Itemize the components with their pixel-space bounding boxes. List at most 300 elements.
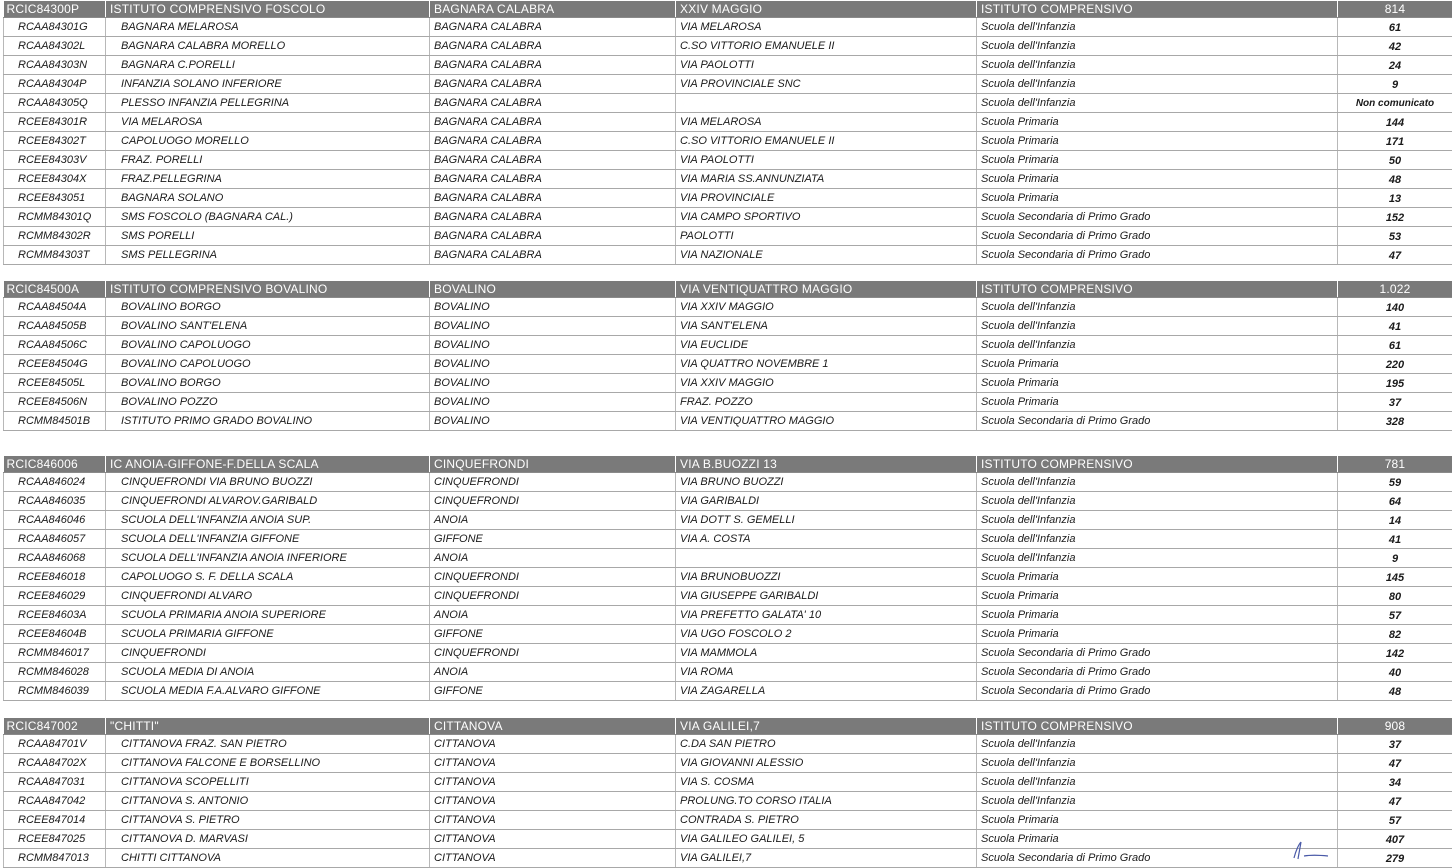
table-row: [4, 606, 1452, 625]
student-count: 145: [1338, 568, 1452, 587]
school-code: RCMM847013: [4, 849, 106, 868]
school-name: FRAZ. PORELLI: [106, 151, 430, 170]
school-comune: BAGNARA CALABRA: [430, 18, 676, 37]
table-row: [4, 393, 1452, 412]
school-comune: BAGNARA CALABRA: [430, 75, 676, 94]
school-comune: BAGNARA CALABRA: [430, 113, 676, 132]
school-code: RCEE846029: [4, 587, 106, 606]
school-name: SCUOLA DELL'INFANZIA ANOIA SUP.: [106, 511, 430, 530]
school-code: RCEE847025: [4, 830, 106, 849]
header-code: RCIC84300P: [4, 1, 106, 18]
school-address: VIA DOTT S. GEMELLI: [676, 511, 977, 530]
school-address: VIA MARIA SS.ANNUNZIATA: [676, 170, 977, 189]
school-type: Scuola dell'Infanzia: [977, 792, 1338, 811]
header-type: ISTITUTO COMPRENSIVO: [977, 281, 1338, 298]
school-comune: BAGNARA CALABRA: [430, 132, 676, 151]
student-count: 40: [1338, 663, 1452, 682]
school-address: VIA GALILEI,7: [676, 849, 977, 868]
school-comune: CINQUEFRONDI: [430, 473, 676, 492]
school-address: C.DA SAN PIETRO: [676, 735, 977, 754]
school-type: Scuola dell'Infanzia: [977, 473, 1338, 492]
table-row: [4, 189, 1452, 208]
school-name: FRAZ.PELLEGRINA: [106, 170, 430, 189]
table-row: [4, 227, 1452, 246]
table-row: [4, 625, 1452, 644]
school-name: CITTANOVA FALCONE E BORSELLINO: [106, 754, 430, 773]
school-comune: BAGNARA CALABRA: [430, 56, 676, 75]
school-name: CITTANOVA S. PIETRO: [106, 811, 430, 830]
school-table: [3, 718, 1452, 868]
school-name: SCUOLA DELL'INFANZIA ANOIA INFERIORE: [106, 549, 430, 568]
school-name: ISTITUTO PRIMO GRADO BOVALINO: [106, 412, 430, 431]
header-code: RCIC846006: [4, 456, 106, 473]
school-comune: BAGNARA CALABRA: [430, 37, 676, 56]
school-name: PLESSO INFANZIA PELLEGRINA: [106, 94, 430, 113]
school-code: RCEE84505L: [4, 374, 106, 393]
school-group-cittanova: [3, 718, 1452, 868]
school-comune: BOVALINO: [430, 393, 676, 412]
student-count: 140: [1338, 298, 1452, 317]
school-address: VIA EUCLIDE: [676, 336, 977, 355]
school-code: RCAA847031: [4, 773, 106, 792]
school-comune: CITTANOVA: [430, 811, 676, 830]
student-count: 61: [1338, 18, 1452, 37]
school-name: CITTANOVA SCOPELLITI: [106, 773, 430, 792]
table-row: [4, 682, 1452, 701]
school-comune: CINQUEFRONDI: [430, 568, 676, 587]
student-count: 42: [1338, 37, 1452, 56]
school-address: [676, 549, 977, 568]
school-address: CONTRADA S. PIETRO: [676, 811, 977, 830]
school-address: VIA NAZIONALE: [676, 246, 977, 265]
student-count: 47: [1338, 246, 1452, 265]
school-type: Scuola dell'Infanzia: [977, 754, 1338, 773]
student-count: 195: [1338, 374, 1452, 393]
school-type: Scuola dell'Infanzia: [977, 735, 1338, 754]
school-type: Scuola dell'Infanzia: [977, 317, 1338, 336]
institute-header-row: [4, 281, 1452, 298]
school-type: Scuola Secondaria di Primo Grado: [977, 849, 1338, 868]
school-code: RCEE847014: [4, 811, 106, 830]
school-table: [3, 456, 1452, 701]
school-code: RCMM84501B: [4, 412, 106, 431]
school-comune: CITTANOVA: [430, 735, 676, 754]
school-type: Scuola dell'Infanzia: [977, 18, 1338, 37]
school-code: RCAA84303N: [4, 56, 106, 75]
school-address: VIA PROVINCIALE: [676, 189, 977, 208]
school-name: BOVALINO CAPOLUOGO: [106, 355, 430, 374]
school-group-bovalino: [3, 281, 1452, 431]
table-row: [4, 492, 1452, 511]
student-count: 53: [1338, 227, 1452, 246]
school-address: PROLUNG.TO CORSO ITALIA: [676, 792, 977, 811]
school-code: RCAA84506C: [4, 336, 106, 355]
school-comune: BAGNARA CALABRA: [430, 151, 676, 170]
school-name: BOVALINO SANT'ELENA: [106, 317, 430, 336]
header-address: VIA VENTIQUATTRO MAGGIO: [676, 281, 977, 298]
school-name: CITTANOVA FRAZ. SAN PIETRO: [106, 735, 430, 754]
table-row: [4, 568, 1452, 587]
header-comune: BOVALINO: [430, 281, 676, 298]
school-type: Scuola Secondaria di Primo Grado: [977, 663, 1338, 682]
school-code: RCMM84301Q: [4, 208, 106, 227]
school-code: RCAA846068: [4, 549, 106, 568]
school-comune: CITTANOVA: [430, 830, 676, 849]
school-comune: CITTANOVA: [430, 754, 676, 773]
table-row: [4, 587, 1452, 606]
header-address: VIA B.BUOZZI 13: [676, 456, 977, 473]
school-name: SMS PORELLI: [106, 227, 430, 246]
school-type: Scuola dell'Infanzia: [977, 530, 1338, 549]
header-total: 814: [1338, 1, 1452, 18]
school-comune: BOVALINO: [430, 374, 676, 393]
school-type: Scuola Primaria: [977, 830, 1338, 849]
header-type: ISTITUTO COMPRENSIVO: [977, 718, 1338, 735]
school-code: RCAA84702X: [4, 754, 106, 773]
school-name: SMS PELLEGRINA: [106, 246, 430, 265]
student-count: 80: [1338, 587, 1452, 606]
school-code: RCEE84302T: [4, 132, 106, 151]
school-code: RCMM84302R: [4, 227, 106, 246]
header-code: RCIC84500A: [4, 281, 106, 298]
school-name: BAGNARA CALABRA MORELLO: [106, 37, 430, 56]
header-total: 908: [1338, 718, 1452, 735]
school-address: VIA SANT'ELENA: [676, 317, 977, 336]
school-type: Scuola dell'Infanzia: [977, 75, 1338, 94]
header-total: 781: [1338, 456, 1452, 473]
school-code: RCMM846039: [4, 682, 106, 701]
school-type: Scuola Primaria: [977, 374, 1338, 393]
student-count: 13: [1338, 189, 1452, 208]
student-count: 47: [1338, 792, 1452, 811]
school-name: SMS FOSCOLO (BAGNARA CAL.): [106, 208, 430, 227]
school-address: VIA MELAROSA: [676, 113, 977, 132]
school-name: CINQUEFRONDI ALVAROV.GARIBALD: [106, 492, 430, 511]
school-comune: ANOIA: [430, 663, 676, 682]
school-table: [3, 1, 1452, 265]
student-count: 37: [1338, 393, 1452, 412]
school-type: Scuola dell'Infanzia: [977, 511, 1338, 530]
school-address: VIA UGO FOSCOLO 2: [676, 625, 977, 644]
table-row: [4, 151, 1452, 170]
school-name: CINQUEFRONDI ALVARO: [106, 587, 430, 606]
header-code: RCIC847002: [4, 718, 106, 735]
school-type: Scuola Primaria: [977, 606, 1338, 625]
table-row: [4, 132, 1452, 151]
table-row: [4, 792, 1452, 811]
header-name: ISTITUTO COMPRENSIVO BOVALINO: [106, 281, 430, 298]
student-count: 142: [1338, 644, 1452, 663]
school-comune: CITTANOVA: [430, 773, 676, 792]
school-name: CITTANOVA S. ANTONIO: [106, 792, 430, 811]
school-comune: BAGNARA CALABRA: [430, 246, 676, 265]
table-row: [4, 830, 1452, 849]
school-code: RCEE84506N: [4, 393, 106, 412]
school-type: Scuola Primaria: [977, 568, 1338, 587]
school-type: Scuola Primaria: [977, 113, 1338, 132]
school-group-cinquefrondi: [3, 456, 1452, 701]
header-type: ISTITUTO COMPRENSIVO: [977, 1, 1338, 18]
school-name: BAGNARA MELAROSA: [106, 18, 430, 37]
school-address: VIA BRUNOBUOZZI: [676, 568, 977, 587]
table-row: [4, 412, 1452, 431]
header-name: IC ANOIA-GIFFONE-F.DELLA SCALA: [106, 456, 430, 473]
school-type: Scuola Primaria: [977, 811, 1338, 830]
school-comune: BAGNARA CALABRA: [430, 94, 676, 113]
school-type: Scuola Primaria: [977, 132, 1338, 151]
school-name: CAPOLUOGO MORELLO: [106, 132, 430, 151]
student-count: 220: [1338, 355, 1452, 374]
school-address: VIA ROMA: [676, 663, 977, 682]
school-name: BOVALINO BORGO: [106, 298, 430, 317]
school-comune: BAGNARA CALABRA: [430, 189, 676, 208]
header-comune: CINQUEFRONDI: [430, 456, 676, 473]
institute-header-row: [4, 718, 1452, 735]
school-address: VIA GIOVANNI ALESSIO: [676, 754, 977, 773]
header-name: "CHITTI": [106, 718, 430, 735]
school-name: BOVALINO CAPOLUOGO: [106, 336, 430, 355]
student-count: 9: [1338, 549, 1452, 568]
school-code: RCEE84603A: [4, 606, 106, 625]
school-name: SCUOLA PRIMARIA ANOIA SUPERIORE: [106, 606, 430, 625]
school-comune: CITTANOVA: [430, 849, 676, 868]
student-count: 47: [1338, 754, 1452, 773]
school-type: Scuola dell'Infanzia: [977, 56, 1338, 75]
header-total: 1.022: [1338, 281, 1452, 298]
school-comune: BOVALINO: [430, 412, 676, 431]
table-row: [4, 170, 1452, 189]
table-row: [4, 773, 1452, 792]
school-type: Scuola dell'Infanzia: [977, 298, 1338, 317]
school-address: VIA GALILEO GALILEI, 5: [676, 830, 977, 849]
school-name: BAGNARA C.PORELLI: [106, 56, 430, 75]
school-code: RCEE846018: [4, 568, 106, 587]
student-count: 41: [1338, 317, 1452, 336]
school-address: VIA ZAGARELLA: [676, 682, 977, 701]
school-address: VIA XXIV MAGGIO: [676, 374, 977, 393]
school-comune: CINQUEFRONDI: [430, 587, 676, 606]
student-count: 64: [1338, 492, 1452, 511]
student-count: 14: [1338, 511, 1452, 530]
school-name: BAGNARA SOLANO: [106, 189, 430, 208]
table-row: [4, 75, 1452, 94]
student-count: 50: [1338, 151, 1452, 170]
table-row: [4, 317, 1452, 336]
school-group-bagnara: [3, 1, 1452, 265]
school-name: CITTANOVA D. MARVASI: [106, 830, 430, 849]
table-row: [4, 374, 1452, 393]
school-comune: ANOIA: [430, 606, 676, 625]
school-address: VIA PREFETTO GALATA' 10: [676, 606, 977, 625]
school-type: Scuola Secondaria di Primo Grado: [977, 246, 1338, 265]
school-type: Scuola Secondaria di Primo Grado: [977, 682, 1338, 701]
school-code: RCEE84301R: [4, 113, 106, 132]
school-comune: BAGNARA CALABRA: [430, 208, 676, 227]
student-count: 152: [1338, 208, 1452, 227]
school-name: BOVALINO POZZO: [106, 393, 430, 412]
school-name: CINQUEFRONDI: [106, 644, 430, 663]
school-address: PAOLOTTI: [676, 227, 977, 246]
school-comune: GIFFONE: [430, 530, 676, 549]
school-address: VIA PAOLOTTI: [676, 151, 977, 170]
table-row: [4, 663, 1452, 682]
school-comune: GIFFONE: [430, 682, 676, 701]
school-comune: BOVALINO: [430, 298, 676, 317]
institute-header-row: [4, 1, 1452, 18]
table-row: [4, 18, 1452, 37]
school-address: VIA PAOLOTTI: [676, 56, 977, 75]
school-code: RCAA84301G: [4, 18, 106, 37]
student-count: 82: [1338, 625, 1452, 644]
school-type: Scuola Primaria: [977, 625, 1338, 644]
school-code: RCAA846046: [4, 511, 106, 530]
school-comune: BOVALINO: [430, 317, 676, 336]
table-row: [4, 246, 1452, 265]
student-count: 48: [1338, 682, 1452, 701]
student-count: 407: [1338, 830, 1452, 849]
student-count: 59: [1338, 473, 1452, 492]
table-row: [4, 208, 1452, 227]
table-row: [4, 530, 1452, 549]
school-address: C.SO VITTORIO EMANUELE II: [676, 132, 977, 151]
school-type: Scuola dell'Infanzia: [977, 336, 1338, 355]
header-name: ISTITUTO COMPRENSIVO FOSCOLO: [106, 1, 430, 18]
school-code: RCEE84303V: [4, 151, 106, 170]
header-address: XXIV MAGGIO: [676, 1, 977, 18]
school-address: VIA QUATTRO NOVEMBRE 1: [676, 355, 977, 374]
school-type: Scuola Secondaria di Primo Grado: [977, 208, 1338, 227]
school-name: CAPOLUOGO S. F. DELLA SCALA: [106, 568, 430, 587]
school-code: RCAA84701V: [4, 735, 106, 754]
student-count: 144: [1338, 113, 1452, 132]
header-type: ISTITUTO COMPRENSIVO: [977, 456, 1338, 473]
school-code: RCAA846024: [4, 473, 106, 492]
school-code: RCAA846035: [4, 492, 106, 511]
school-code: RCAA84304P: [4, 75, 106, 94]
school-address: VIA MELAROSA: [676, 18, 977, 37]
school-table: [3, 281, 1452, 431]
school-code: RCAA847042: [4, 792, 106, 811]
school-code: RCEE84604B: [4, 625, 106, 644]
school-address: VIA VENTIQUATTRO MAGGIO: [676, 412, 977, 431]
school-address: VIA S. COSMA: [676, 773, 977, 792]
table-row: [4, 56, 1452, 75]
school-address: VIA BRUNO BUOZZI: [676, 473, 977, 492]
student-count: 34: [1338, 773, 1452, 792]
school-type: Scuola dell'Infanzia: [977, 549, 1338, 568]
school-comune: BOVALINO: [430, 336, 676, 355]
school-address: VIA GARIBALDI: [676, 492, 977, 511]
school-type: Scuola Primaria: [977, 170, 1338, 189]
institute-header-row: [4, 456, 1452, 473]
school-comune: CINQUEFRONDI: [430, 492, 676, 511]
school-address: VIA XXIV MAGGIO: [676, 298, 977, 317]
table-row: [4, 473, 1452, 492]
school-type: Scuola dell'Infanzia: [977, 94, 1338, 113]
school-type: Scuola Secondaria di Primo Grado: [977, 644, 1338, 663]
school-address: VIA MAMMOLA: [676, 644, 977, 663]
table-row: [4, 336, 1452, 355]
student-count: 41: [1338, 530, 1452, 549]
table-row: [4, 735, 1452, 754]
school-code: RCMM84303T: [4, 246, 106, 265]
header-comune: CITTANOVA: [430, 718, 676, 735]
school-address: FRAZ. POZZO: [676, 393, 977, 412]
table-row: [4, 644, 1452, 663]
student-count: 57: [1338, 811, 1452, 830]
school-type: Scuola Primaria: [977, 151, 1338, 170]
school-name: BOVALINO BORGO: [106, 374, 430, 393]
school-code: RCAA84302L: [4, 37, 106, 56]
school-address: VIA A. COSTA: [676, 530, 977, 549]
school-type: Scuola dell'Infanzia: [977, 37, 1338, 56]
table-row: [4, 355, 1452, 374]
school-name: INFANZIA SOLANO INFERIORE: [106, 75, 430, 94]
school-type: Scuola dell'Infanzia: [977, 492, 1338, 511]
table-row: [4, 811, 1452, 830]
student-count: 48: [1338, 170, 1452, 189]
school-comune: ANOIA: [430, 511, 676, 530]
table-row: [4, 298, 1452, 317]
school-code: RCMM846028: [4, 663, 106, 682]
school-type: Scuola Secondaria di Primo Grado: [977, 412, 1338, 431]
school-code: RCEE84304X: [4, 170, 106, 189]
school-code: RCEE843051: [4, 189, 106, 208]
school-name: VIA MELAROSA: [106, 113, 430, 132]
school-name: SCUOLA MEDIA F.A.ALVARO GIFFONE: [106, 682, 430, 701]
table-row: [4, 754, 1452, 773]
student-count: 37: [1338, 735, 1452, 754]
school-type: Scuola Primaria: [977, 355, 1338, 374]
school-code: RCEE84504G: [4, 355, 106, 374]
school-address: VIA GIUSEPPE GARIBALDI: [676, 587, 977, 606]
school-name: SCUOLA DELL'INFANZIA GIFFONE: [106, 530, 430, 549]
table-row: [4, 849, 1452, 868]
school-comune: CINQUEFRONDI: [430, 644, 676, 663]
school-code: RCAA846057: [4, 530, 106, 549]
school-type: Scuola dell'Infanzia: [977, 773, 1338, 792]
school-comune: BAGNARA CALABRA: [430, 227, 676, 246]
school-name: SCUOLA MEDIA DI ANOIA: [106, 663, 430, 682]
table-row: [4, 549, 1452, 568]
school-type: Scuola Primaria: [977, 189, 1338, 208]
student-count: Non comunicato: [1338, 94, 1452, 113]
school-comune: ANOIA: [430, 549, 676, 568]
school-type: Scuola Primaria: [977, 393, 1338, 412]
school-comune: BAGNARA CALABRA: [430, 170, 676, 189]
school-type: Scuola Primaria: [977, 587, 1338, 606]
school-code: RCAA84305Q: [4, 94, 106, 113]
student-count: 57: [1338, 606, 1452, 625]
school-code: RCAA84505B: [4, 317, 106, 336]
school-code: RCAA84504A: [4, 298, 106, 317]
table-row: [4, 94, 1452, 113]
signature-mark: [1290, 838, 1330, 860]
school-address: VIA CAMPO SPORTIVO: [676, 208, 977, 227]
student-count: 61: [1338, 336, 1452, 355]
school-code: RCMM846017: [4, 644, 106, 663]
school-name: SCUOLA PRIMARIA GIFFONE: [106, 625, 430, 644]
student-count: 24: [1338, 56, 1452, 75]
school-type: Scuola Secondaria di Primo Grado: [977, 227, 1338, 246]
school-name: CHITTI CITTANOVA: [106, 849, 430, 868]
school-comune: GIFFONE: [430, 625, 676, 644]
school-address: C.SO VITTORIO EMANUELE II: [676, 37, 977, 56]
table-row: [4, 113, 1452, 132]
header-address: VIA GALILEI,7: [676, 718, 977, 735]
student-count: 328: [1338, 412, 1452, 431]
school-comune: BOVALINO: [430, 355, 676, 374]
